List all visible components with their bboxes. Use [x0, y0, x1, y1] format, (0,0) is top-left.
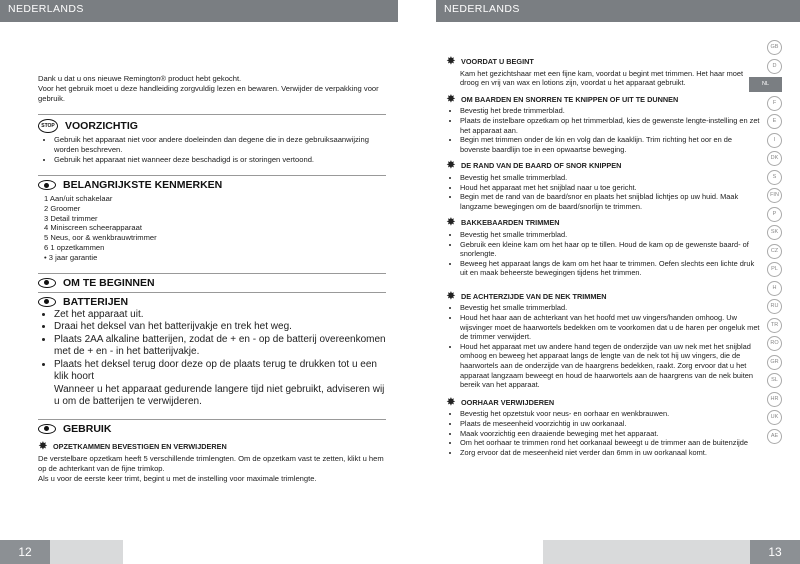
- battery-step: • Draai het deksel van het batterijvakje en trek het weg.: [54, 321, 386, 334]
- sideburns-subheading: [446, 218, 762, 228]
- combs-text: Als u voor de eerste keer trimt, begint u met de instelling voor maximale trimlengte.: [38, 473, 317, 483]
- right-page-header: [436, 0, 800, 22]
- list-item: • Bevestig het brede trimmerblad.: [460, 106, 762, 116]
- language-tab-uk[interactable]: UK: [767, 410, 782, 425]
- feature-item: 4 Miniscreen scheerapparaat: [44, 223, 142, 233]
- batteries-list: [38, 309, 386, 384]
- language-tab-e[interactable]: E: [767, 114, 782, 129]
- feature-item: 5 Neus, oor & wenkbrauwtrimmer: [44, 233, 157, 243]
- eye-icon: [38, 297, 56, 307]
- list-item: • Begin met trimmen onder de kin en volg dan de kaaklijn. Trim richting het oor en de bovenste baardlijn toe in een opwaartse beweging.: [460, 135, 762, 154]
- language-tab-fin[interactable]: FIN: [767, 188, 782, 203]
- list-item: • Gebruik een kleine kam om het haar op te tillen. Houd de kam op de gewenste baard- of snorlengte.: [460, 240, 762, 259]
- list-item: • Bevestig het smalle trimmerblad.: [460, 230, 762, 240]
- sideburns-list: [446, 230, 762, 278]
- list-item: • Om het oorhaar te trimmen rond het oorkanaal beweegt u de trimmer aan de buitenzijde: [460, 438, 762, 448]
- list-item: • Plaats de instelbare opzetkam op het trimmerblad, kies de gewenste lengte-instelling en zet het apparaat aan.: [460, 116, 762, 135]
- neck-list: [446, 303, 762, 389]
- feature-item: • 3 jaar garantie: [44, 252, 98, 262]
- subsection-title: BAKKEBAARDEN TRIMMEN: [461, 218, 560, 228]
- start-section: [38, 273, 386, 288]
- language-tab-h[interactable]: H: [767, 281, 782, 296]
- list-item: • Plaats de meseenheid voorzichtig in uw oorkanaal.: [460, 419, 762, 429]
- page-number-right: 13: [750, 540, 800, 564]
- language-tab-sk[interactable]: SK: [767, 225, 782, 240]
- usage-section: [38, 419, 386, 484]
- list-item: • Bevestig het smalle trimmerblad.: [460, 303, 762, 313]
- left-page-content: [38, 74, 386, 484]
- beard-subheading: [446, 95, 762, 105]
- start-title: OM TE BEGINNEN: [63, 276, 155, 289]
- features-heading: [38, 180, 386, 190]
- subsection-title: OM BAARDEN EN SNORREN TE KNIPPEN OF UIT TE DUNNEN: [461, 94, 679, 104]
- feature-item: 3 Detail trimmer: [44, 213, 98, 223]
- caution-item: • Gebruik het apparaat niet voor andere doeleinden dan degene die in deze gebruiksaanwijzing worden beschreven.: [54, 135, 386, 155]
- list-item: • Beweeg het apparaat langs de kam om het haar te trimmen. Oefen slechts een lichte druk uit en maak beheerste bewegingen tijdens het trimmen.: [460, 259, 762, 278]
- caution-section: [38, 114, 386, 165]
- subsection-title: OORHAAR VERWIJDEREN: [461, 397, 555, 407]
- caution-heading: [38, 119, 386, 133]
- subsection-title: VOORDAT U BEGINT: [461, 57, 534, 66]
- ear-list: [446, 409, 762, 457]
- eye-icon: [38, 424, 56, 434]
- language-tab-gb[interactable]: GB: [767, 40, 782, 55]
- list-item: • Zorg ervoor dat de meseenheid niet verder dan 6mm in uw oorkanaal komt.: [460, 448, 762, 458]
- language-tab-nl[interactable]: NL: [749, 77, 782, 92]
- language-tab-sl[interactable]: SL: [767, 373, 782, 388]
- sun-icon: ✸: [446, 56, 456, 67]
- header-language-left: NEDERLANDS: [8, 3, 84, 15]
- eye-icon: [38, 180, 56, 190]
- ear-subheading: [446, 398, 762, 408]
- list-item: • Houd het apparaat met het snijblad naar u toe gericht.: [460, 183, 762, 193]
- list-item: • Houd het apparaat met uw andere hand tegen de onderzijde van uw nek met het snijblad omhoog en beweeg het apparaat langs de lengte van de nek tot hij uw vingers, die de haarwortels aan de onderzijde van de haargrens bedekken, raakt. Zorg ervoor dat u het apparaat langzaam beweegt en houd de haarwortels aan de haargrens van de nek buiten bereik van het apparaat.: [460, 342, 762, 390]
- start-heading: [38, 278, 386, 288]
- feature-item: 1 Aan/uit schakelaar: [44, 194, 113, 203]
- sun-icon: ✸: [446, 290, 456, 302]
- neck-subheading: [446, 292, 762, 302]
- intro-thanks: Dank u dat u ons nieuwe Remington® product hebt gekocht.: [38, 74, 242, 83]
- language-tab-ro[interactable]: RO: [767, 336, 782, 351]
- subsection-title: DE RAND VAN DE BAARD OF SNOR KNIPPEN: [461, 161, 622, 171]
- sun-icon: ✸: [446, 396, 456, 408]
- usage-heading: [38, 424, 386, 434]
- language-tab-gr[interactable]: GR: [767, 355, 782, 370]
- page-number-left: 12: [0, 540, 50, 564]
- battery-step: • Zet het apparaat uit.: [54, 309, 386, 322]
- before-start-subheading: [446, 57, 762, 67]
- batteries-note: Wanneer u het apparaat gedurende langere tijd niet gebruikt, adviseren wij u om de batterijen te verwijderen.: [54, 383, 385, 408]
- right-page-content: [446, 57, 762, 457]
- caution-title: VOORZICHTIG: [65, 120, 138, 132]
- sun-icon: ✸: [38, 440, 48, 452]
- language-tab-p[interactable]: P: [767, 207, 782, 222]
- language-tab-ru[interactable]: RU: [767, 299, 782, 314]
- eye-icon: [38, 278, 56, 288]
- batteries-title: BATTERIJEN: [63, 295, 129, 308]
- list-item: • Begin met de rand van de baard/snor en plaats het snijblad lichtjes op uw huid. Maak langzame bewegingen om de baard/snorlijn te trimmen.: [460, 192, 762, 211]
- edge-list: [446, 173, 762, 211]
- caution-list: [38, 135, 386, 165]
- subsection-title: DE ACHTERZIJDE VAN DE NEK TRIMMEN: [461, 291, 607, 301]
- sun-icon: ✸: [446, 217, 456, 229]
- features-list: [38, 194, 386, 263]
- list-item: • Bevestig het smalle trimmerblad.: [460, 173, 762, 183]
- left-page-header: [0, 0, 398, 22]
- language-tab-cz[interactable]: CZ: [767, 244, 782, 259]
- batteries-heading: [38, 297, 386, 307]
- combs-text: De verstelbare opzetkam heeft 5 verschillende trimlengten. Om de opzetkam vast te zetten, klikt u hem op de achterkant van de fijne trimkop.: [38, 453, 384, 473]
- beard-list: [446, 106, 762, 154]
- battery-step: • Plaats 2AA alkaline batterijen, zodat de + en - op de batterij overeenkomen met de + en - in het batterijvakje.: [54, 334, 386, 359]
- sun-icon: ✸: [446, 160, 456, 172]
- list-item: • Maak voorzichtig een draaiende beweging met het apparaat.: [460, 429, 762, 439]
- language-tab-tr[interactable]: TR: [767, 318, 782, 333]
- header-language-right: NEDERLANDS: [444, 3, 520, 15]
- combs-title: OPZETKAMMEN BEVESTIGEN EN VERWIJDEREN: [53, 441, 227, 451]
- features-section: [38, 175, 386, 263]
- language-tab-s[interactable]: S: [767, 170, 782, 185]
- language-tab-dk[interactable]: DK: [767, 151, 782, 166]
- language-tab-d[interactable]: D: [767, 59, 782, 74]
- language-tab-i[interactable]: I: [767, 133, 782, 148]
- language-tab-ae[interactable]: AE: [767, 429, 782, 444]
- list-item: • Houd het haar aan de achterkant van het hoofd met uw vingers/handen omhoog. Uw wijsvinger moet de haarwortels bedekken om te voorkomen dat u de haren per ongeluk met de trimmer verwijdert.: [460, 313, 762, 342]
- stop-icon: STOP: [38, 119, 58, 133]
- feature-item: 6 1 opzetkammen: [44, 242, 105, 252]
- intro: [38, 74, 386, 104]
- before-start-text: Kam het gezichtshaar met een fijne kam, voordat u begint met trimmen. Het haar moet droog en vrij van wax en lotions zijn, voordat u het apparaat gebruikt.: [460, 68, 744, 88]
- sun-icon: ✸: [446, 93, 456, 105]
- batteries-section: [38, 292, 386, 409]
- language-tabs: [761, 40, 782, 447]
- language-tab-pl[interactable]: PL: [767, 262, 782, 277]
- combs-subheading: [38, 442, 386, 452]
- edge-subheading: [446, 161, 762, 171]
- feature-item: 2 Groomer: [44, 203, 81, 213]
- intro-instructions: Voor het gebruik moet u deze handleiding zorgvuldig lezen en bewaren. Verwijder de verpakking voor gebruik.: [38, 84, 379, 103]
- usage-title: GEBRUIK: [63, 422, 112, 435]
- caution-item: • Gebruik het apparaat niet wanneer deze beschadigd is or storingen vertoond.: [54, 155, 386, 165]
- language-tab-f[interactable]: F: [767, 96, 782, 111]
- features-title: BELANGRIJKSTE KENMERKEN: [63, 179, 223, 191]
- battery-step: • Plaats het deksel terug door deze op de plaats terug te drukken tot u een klik hoort: [54, 359, 386, 384]
- language-tab-hr[interactable]: HR: [767, 392, 782, 407]
- list-item: • Bevestig het opzetstuk voor neus- en oorhaar en wenkbrauwen.: [460, 409, 762, 419]
